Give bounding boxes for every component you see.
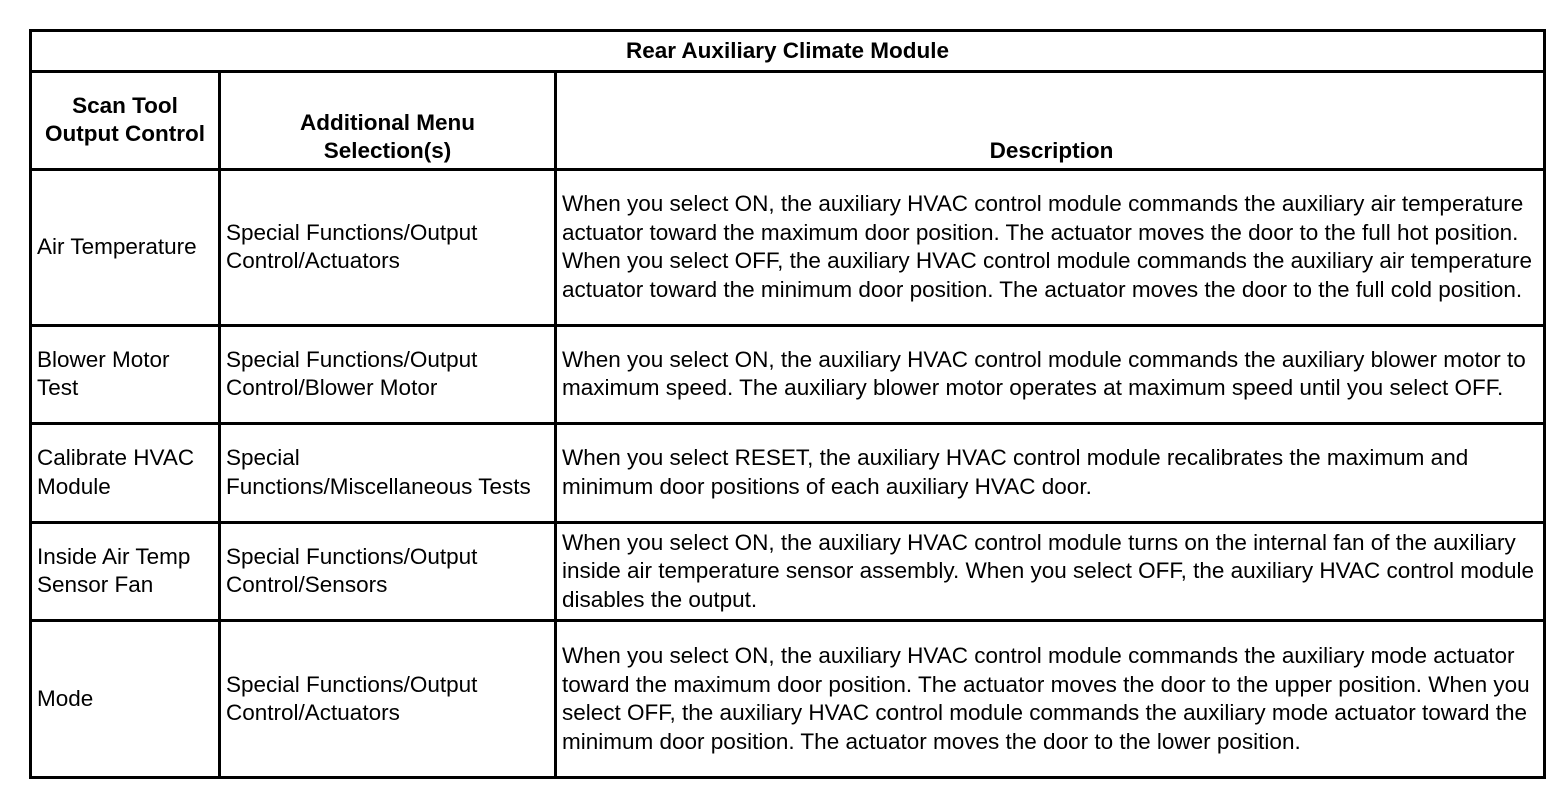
header-description: Description	[556, 72, 1545, 170]
table-row	[31, 325, 1545, 424]
cell-control: Blower Motor Test	[31, 325, 220, 424]
cell-control: Air Temperature	[31, 169, 220, 325]
cell-menu: Special Functions/Output Control/Sensors	[220, 522, 556, 621]
table-row	[31, 522, 1545, 621]
climate-module-table	[29, 29, 1546, 779]
cell-description: When you select ON, the auxiliary HVAC control module commands the auxiliary mode actuator toward the maximum door position. The actuator moves the door to the upper position. When you select OFF, the auxiliary HVAC control module commands the auxiliary mode actuator toward the minimum door position. The actuator moves the door to the lower position.	[556, 621, 1545, 778]
table-title: Rear Auxiliary Climate Module	[31, 31, 1545, 72]
cell-description: When you select ON, the auxiliary HVAC control module turns on the internal fan of the auxiliary inside air temperature sensor assembly. When you select OFF, the auxiliary HVAC control module disables the output.	[556, 522, 1545, 621]
cell-menu: Special Functions/Output Control/Actuators	[220, 621, 556, 778]
cell-control: Inside Air Temp Sensor Fan	[31, 522, 220, 621]
cell-description: When you select ON, the auxiliary HVAC control module commands the auxiliary blower motor to maximum speed. The auxiliary blower motor operates at maximum speed until you select OFF.	[556, 325, 1545, 424]
cell-control: Mode	[31, 621, 220, 778]
cell-menu: Special Functions/Output Control/Blower Motor	[220, 325, 556, 424]
header-row	[31, 72, 1545, 170]
header-scan-tool-output-control: Scan Tool Output Control	[31, 72, 220, 170]
cell-description: When you select RESET, the auxiliary HVAC control module recalibrates the maximum and minimum door positions of each auxiliary HVAC door.	[556, 424, 1545, 523]
header-additional-menu-selections: Additional Menu Selection(s)	[220, 72, 556, 170]
cell-menu: Special Functions/Miscellaneous Tests	[220, 424, 556, 523]
table-row	[31, 424, 1545, 523]
cell-control: Calibrate HVAC Module	[31, 424, 220, 523]
cell-description: When you select ON, the auxiliary HVAC control module commands the auxiliary air temperature actuator toward the maximum door position. The actuator moves the door to the full hot position. When you select OFF, the auxiliary HVAC control module commands the auxiliary air temperature actuator toward the minimum door position. The actuator moves the door to the full cold position.	[556, 169, 1545, 325]
table-row	[31, 621, 1545, 778]
cell-menu: Special Functions/Output Control/Actuators	[220, 169, 556, 325]
table-row	[31, 169, 1545, 325]
